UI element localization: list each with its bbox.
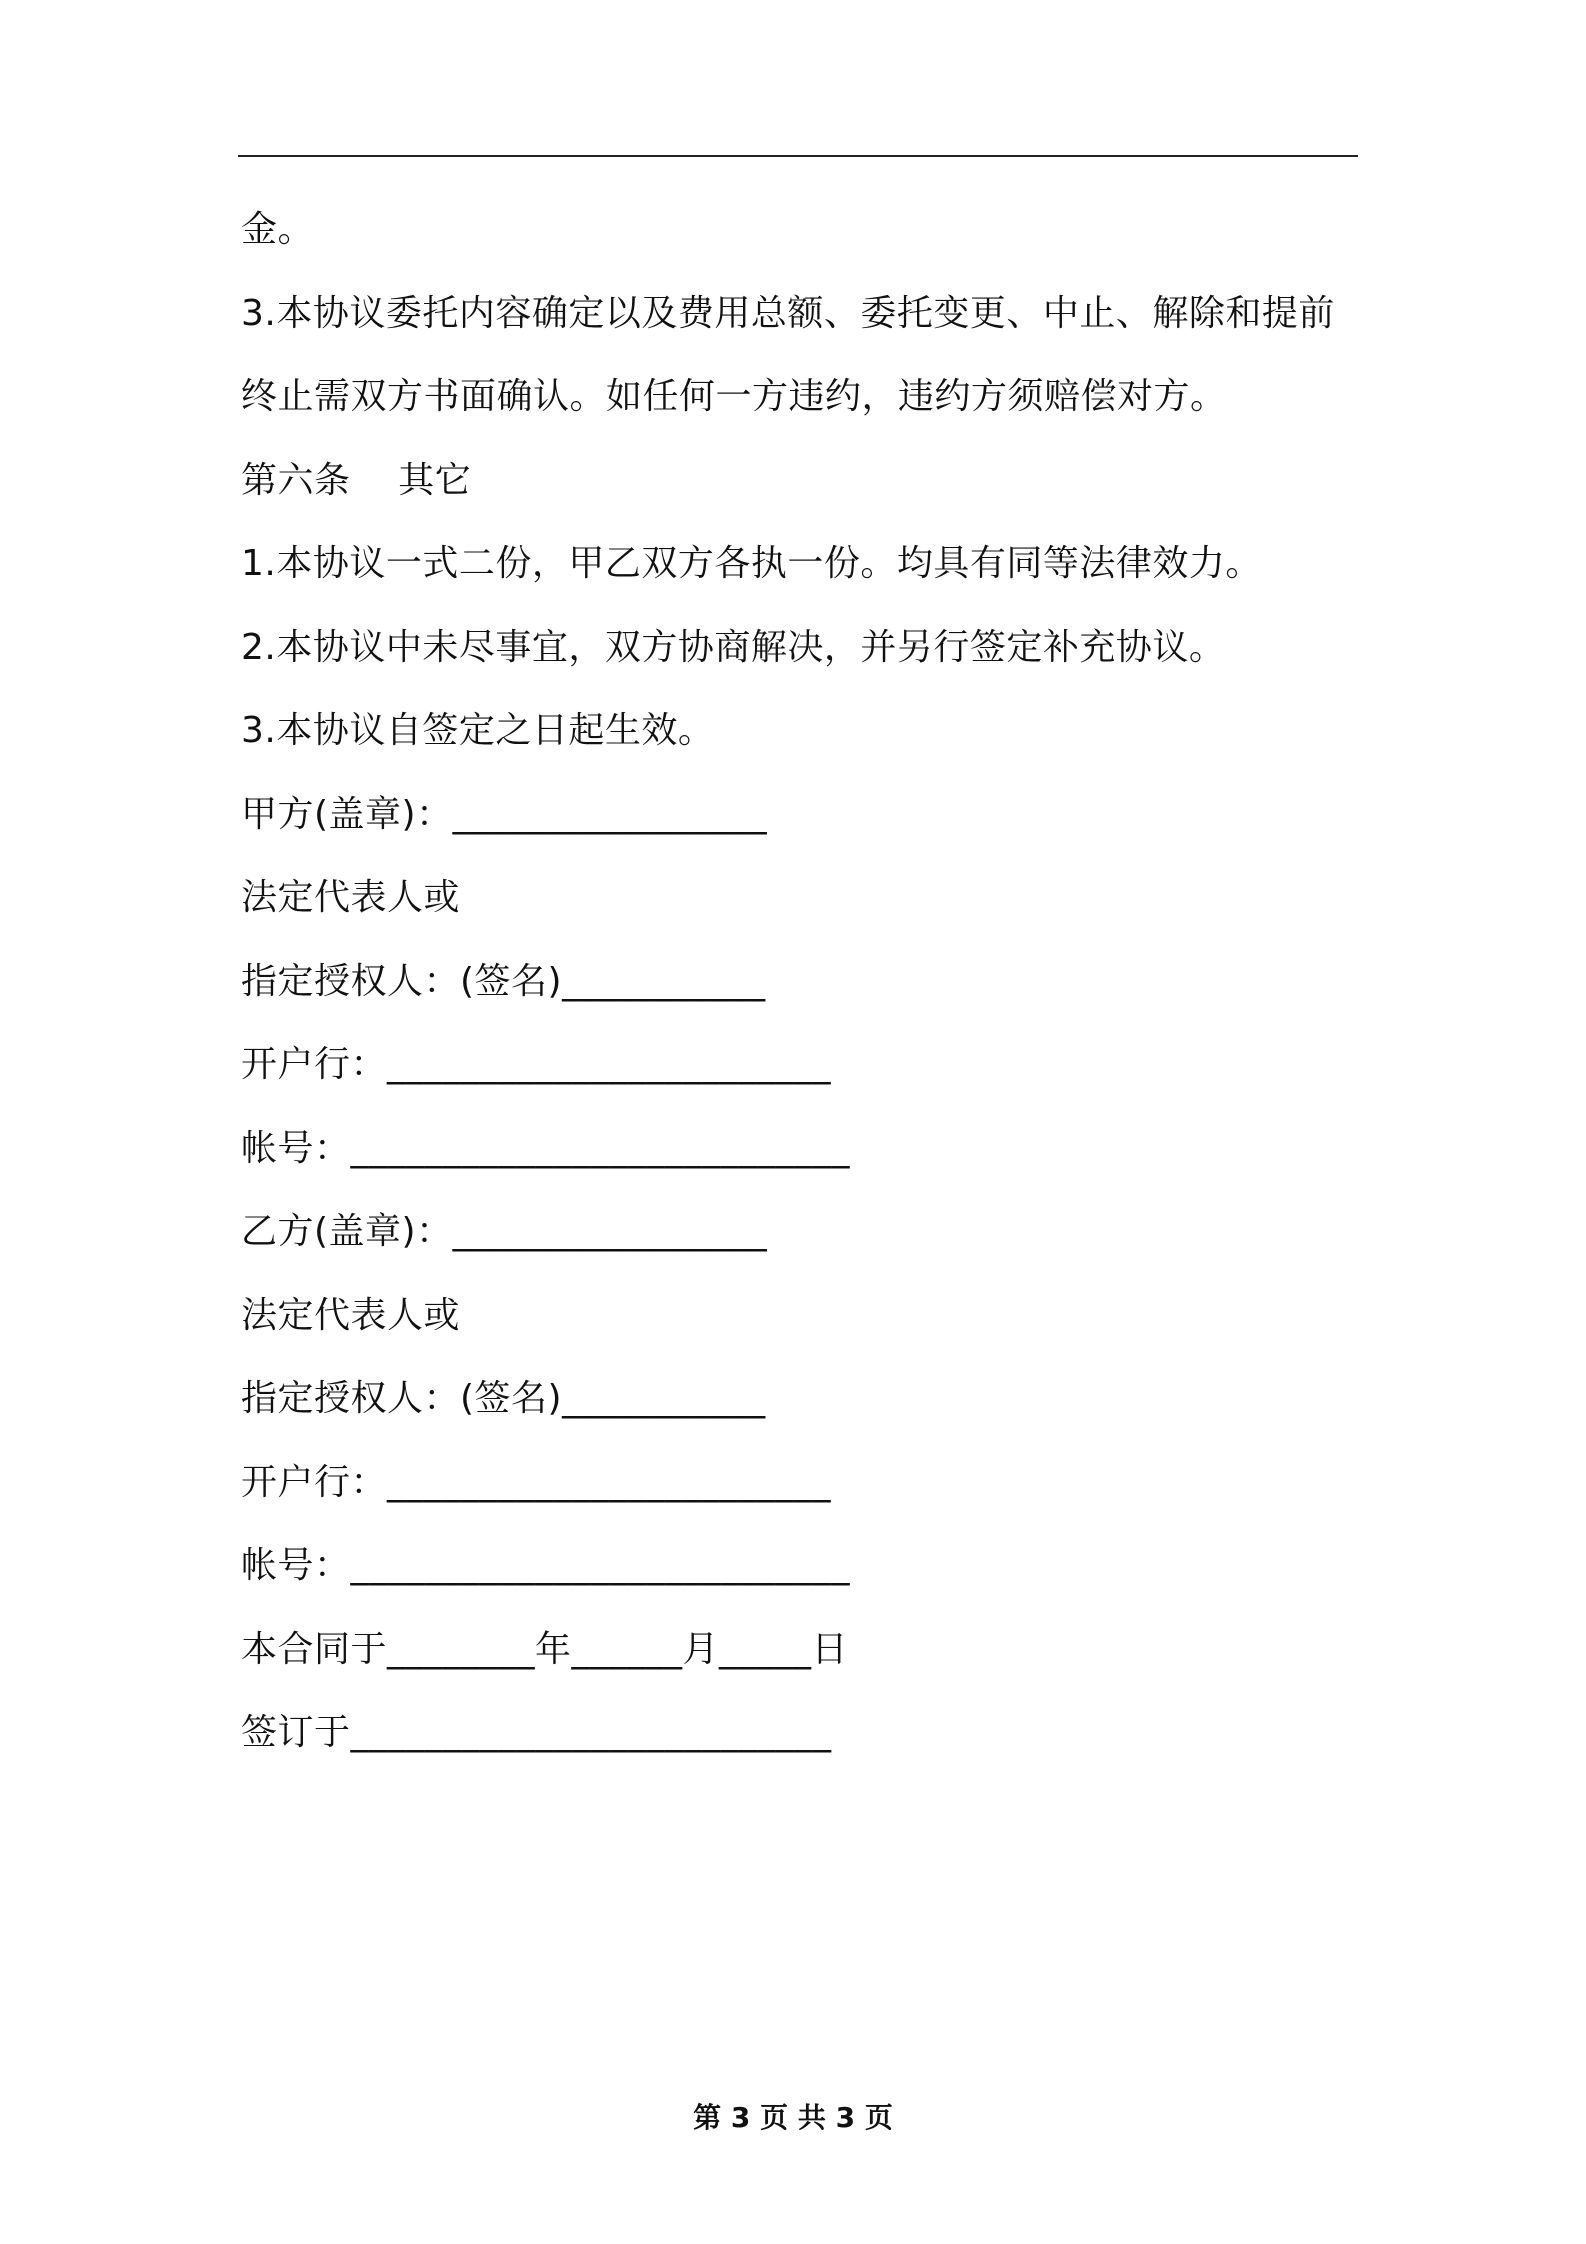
article-6-item-2: 2.本协议中未尽事宜，双方协商解决，并另行签定补充协议。	[241, 626, 1226, 668]
page-number-footer: 第 3 页 共 3 页	[693, 2101, 893, 2134]
party-a-seal-field: 甲方(盖章)：_________________	[241, 793, 768, 835]
text-line-continuation: 金。	[241, 209, 315, 250]
header-rule	[238, 155, 1358, 157]
contract-date-field: 本合同于________年______月_____日	[241, 1628, 849, 1670]
party-a-bank-field: 开户行：________________________	[241, 1044, 832, 1085]
document-body	[241, 200, 1361, 1787]
clause-5-item-3-line-2: 终止需双方书面确认。如任何一方违约，违约方须赔偿对方。	[241, 376, 1227, 417]
party-b-seal-field: 乙方(盖章)：_________________	[241, 1211, 768, 1252]
article-6-heading: 第六条 其它	[241, 459, 472, 501]
party-a-signature-field: 指定授权人：(签名)___________	[241, 960, 766, 1002]
article-6-item-3: 3.本协议自签定之日起生效。	[241, 710, 715, 751]
clause-5-item-3-line-1: 3.本协议委托内容确定以及费用总额、委托变更、中止、解除和提前	[241, 292, 1335, 334]
party-b-representative-label: 法定代表人或	[241, 1294, 461, 1336]
party-a-account-field: 帐号：___________________________	[241, 1127, 851, 1169]
party-b-signature-field: 指定授权人：(签名)___________	[241, 1378, 766, 1419]
signing-place-field: 签订于__________________________	[241, 1712, 832, 1753]
party-b-account-field: 帐号：___________________________	[241, 1545, 851, 1586]
article-6-item-1: 1.本协议一式二份，甲乙双方各执一份。均具有同等法律效力。	[241, 543, 1262, 584]
party-b-bank-field: 开户行：________________________	[241, 1461, 832, 1503]
party-a-representative-label: 法定代表人或	[241, 877, 461, 918]
